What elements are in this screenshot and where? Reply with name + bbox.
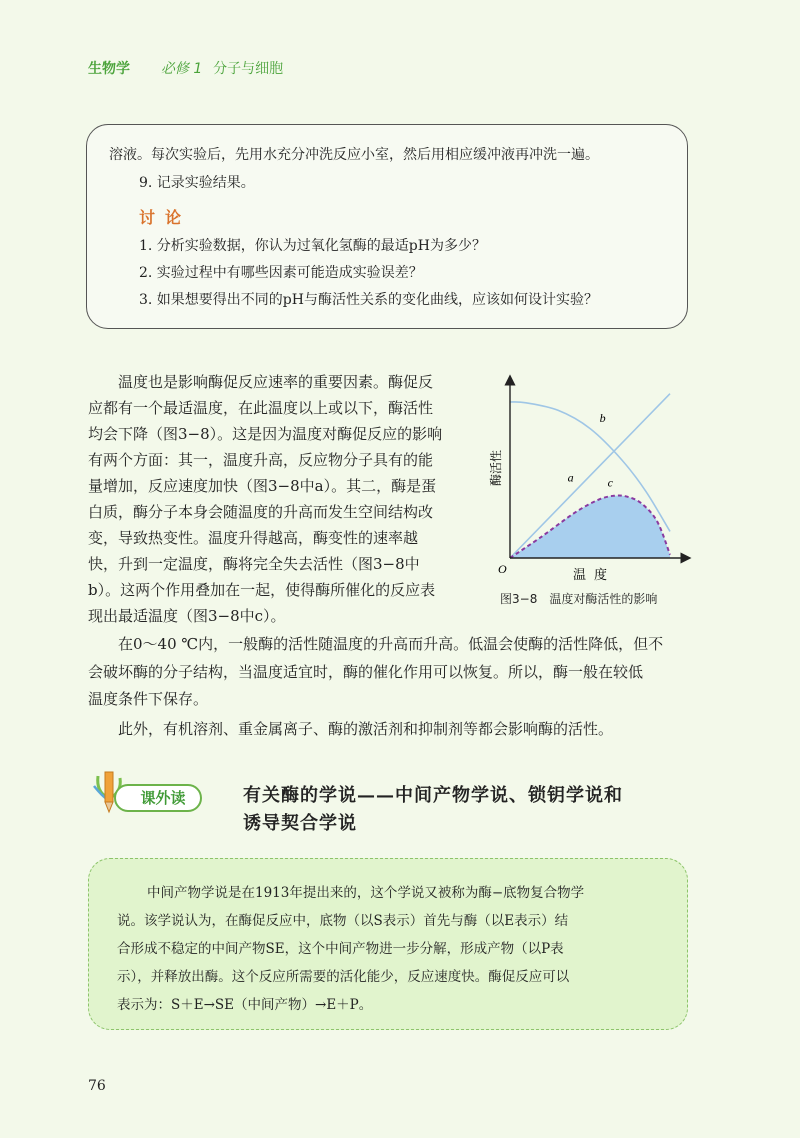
header-book: 必修 1	[160, 61, 203, 77]
text-line: 温度也是影响酶促反应速率的重要因素。酶促反	[118, 373, 434, 391]
text-line: 量增加，反应速度加快（图3−8中a）。其二，酶是蛋	[88, 477, 437, 495]
extra-reading-box	[88, 858, 688, 1030]
text-line: 均会下降（图3−8）。这是因为温度对酶促反应的影响	[88, 425, 443, 443]
text-line: 快，升到一定温度，酶将完全失去活性（图3−8中	[88, 555, 420, 573]
text-line: 温度条件下保存。	[88, 690, 209, 708]
reading-line: 中间产物学说是在1913年提出来的，这个学说又被称为酶−底物复合物学	[147, 885, 585, 901]
series-c-label: c	[607, 475, 613, 490]
text-line: 有两个方面：其一，温度升高，反应物分子具有的能	[88, 451, 434, 469]
reading-line: 表示为：S＋E→SE（中间产物）→E＋P。	[117, 997, 373, 1013]
series-a-label: a	[567, 470, 574, 485]
text-line: b）。这两个作用叠加在一起，使得酶所催化的反应表	[88, 581, 436, 599]
experiment-box	[86, 124, 688, 329]
figure-caption: 图3−8 温度对酶活性的影响	[500, 592, 658, 606]
title-line: 有关酶的学说——中间产物学说、锁钥学说和	[243, 785, 623, 806]
extra-reading-label: 课外读	[114, 784, 202, 812]
text-line: 变，导致热变性。温度升得越高，酶变性的速率越	[88, 529, 419, 547]
text-line: 现出最适温度（图3−8中c）。	[88, 607, 286, 625]
chart-svg	[484, 372, 694, 592]
reading-line: 说。该学说认为，在酶促反应中，底物（以S表示）首先与酶（以E表示）结	[117, 913, 569, 929]
experiment-line: 溶液。每次实验后，先用水充分冲洗反应小室，然后用相应缓冲液再冲洗一遍。	[109, 147, 599, 163]
running-header	[88, 58, 283, 78]
header-subject: 生物学	[88, 61, 130, 77]
extra-reading-badge	[92, 770, 204, 820]
origin-label: O	[498, 562, 507, 576]
text-line: 白质，酶分子本身会随温度的升高而发生空间结构改	[88, 503, 434, 521]
discussion-question: 3. 如果想要得出不同的pH与酶活性关系的变化曲线，应该如何设计实验？	[139, 292, 598, 308]
reading-line: 示），并释放出酶。这个反应所需要的活化能少，反应速度快。酶促反应可以	[117, 969, 570, 985]
discussion-title: 讨论	[139, 208, 192, 227]
text-line: 会破坏酶的分子结构，当温度适宜时，酶的催化作用可以恢复。所以，酶一般在较低	[88, 663, 644, 681]
page-number: 76	[88, 1078, 106, 1094]
y-axis-label: 酶活性	[489, 449, 503, 487]
text-line: 此外，有机溶剂、重金属离子、酶的激活剂和抑制剂等都会影响酶的活性。	[118, 720, 614, 738]
experiment-step: 9. 记录实验结果。	[139, 175, 255, 191]
figure-temperature-activity	[484, 372, 694, 612]
series-b-label: b	[599, 410, 606, 425]
text-line: 在0～40 ℃内，一般酶的活性随温度的升高而升高。低温会使酶的活性降低，但不	[118, 635, 664, 653]
x-axis-label: 温度	[572, 568, 616, 583]
header-subtitle: 分子与细胞	[213, 61, 284, 77]
discussion-question: 1. 分析实验数据，你认为过氧化氢酶的最适pH为多少？	[139, 238, 486, 254]
title-line: 诱导契合学说	[243, 813, 357, 834]
series-c-fill	[510, 495, 670, 558]
text-line: 应都有一个最适温度，在此温度以上或以下，酶活性	[88, 399, 434, 417]
discussion-question: 2. 实验过程中有哪些因素可能造成实验误差？	[139, 265, 423, 281]
reading-line: 合形成不稳定的中间产物SE，这个中间产物进一步分解，形成产物（以P表	[117, 941, 564, 957]
extra-reading-title	[243, 782, 623, 838]
